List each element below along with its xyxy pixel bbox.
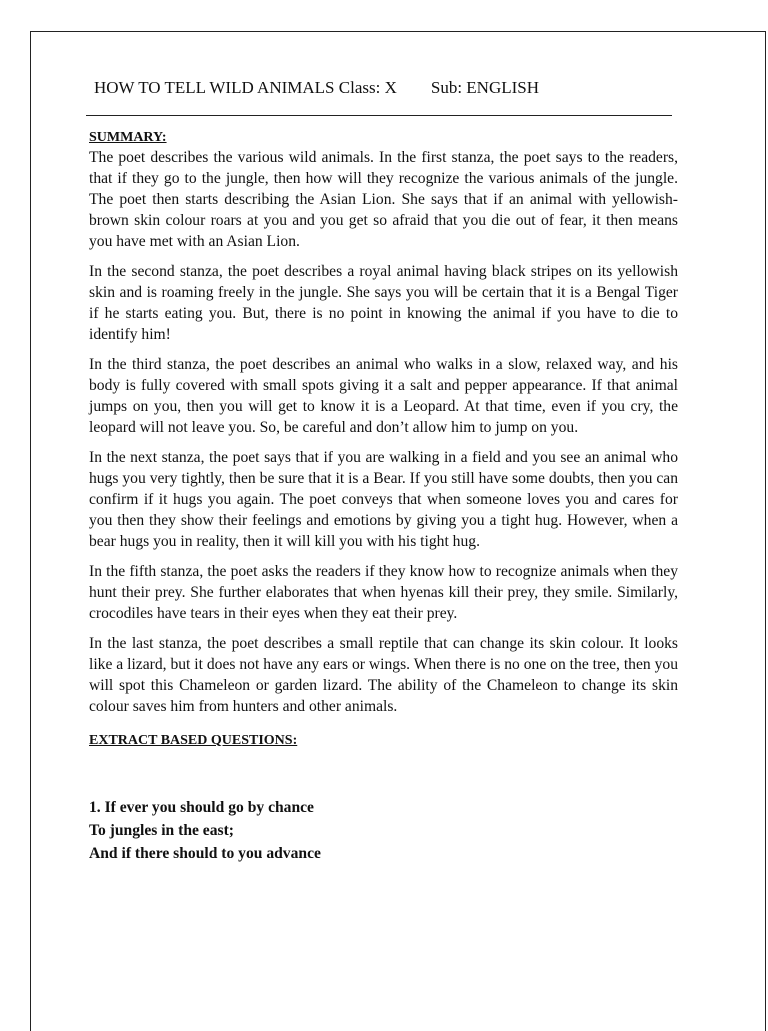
document-header	[94, 78, 539, 98]
question-line: To jungles in the east;	[89, 822, 234, 839]
header-title: HOW TO TELL WILD ANIMALS Class: X	[94, 78, 397, 97]
summary-paragraph: In the third stanza, the poet describes an animal who walks in a slow, relaxed way, and his body is fully covered with small spots giving it a salt and pepper appearance. If that animal jumps on you, then you will get to know it is a Leopard. At that time, even if you cry, the leopard will not leave you. So, be careful and don’t allow him to jump on you.	[89, 356, 678, 436]
header-subject: Sub: ENGLISH	[430, 78, 540, 97]
summary-paragraph: In the last stanza, the poet describes a small reptile that can change its skin colour. It looks like a lizard, but it does not have any ears or wings. When there is no one on the tree, then you will spot this Chameleon or garden lizard. The ability of the Chameleon to change its skin colour saves him from hunters and other animals.	[89, 635, 678, 715]
header-divider	[86, 115, 672, 116]
summary-paragraph: In the fifth stanza, the poet asks the readers if they know how to recognize animals when they hunt their prey. She further elaborates that when hyenas kill their prey, they smile. Similarly, crocodiles have tears in their eyes when they eat their prey.	[89, 563, 678, 622]
summary-paragraph: In the next stanza, the poet says that if you are walking in a field and you see an animal who hugs you very tightly, then be sure that it is a Bear. If you still have some doubts, then you can confirm if it hugs you again. The poet conveys that when someone loves you and cares for you then they show their feelings and emotions by giving you a tight hug. However, when a bear hugs you in reality, then it will kill you with his tight hug.	[89, 449, 678, 550]
document-body	[89, 128, 678, 865]
extract-question	[89, 796, 678, 865]
extract-heading: EXTRACT BASED QUESTIONS:	[89, 733, 298, 748]
question-line: And if there should to you advance	[89, 845, 321, 862]
summary-heading: SUMMARY:	[89, 130, 167, 145]
summary-paragraph: The poet describes the various wild animals. In the first stanza, the poet says to the readers, that if they go to the jungle, then how will they recognize the various animals of the jungle. The poet then starts describing the Asian Lion. She says that if an animal with yellowish-brown skin colour roars at you and you get so afraid that you die out of fear, it then means you have met with an Asian Lion.	[89, 149, 678, 250]
summary-paragraph: In the second stanza, the poet describes a royal animal having black stripes on its yellowish skin and is roaming freely in the jungle. She says you will be certain that it is a Bengal Tiger if he starts eating you. But, there is no point in knowing the animal if you have to die to identify him!	[89, 263, 678, 343]
question-line: 1. If ever you should go by chance	[89, 799, 314, 816]
